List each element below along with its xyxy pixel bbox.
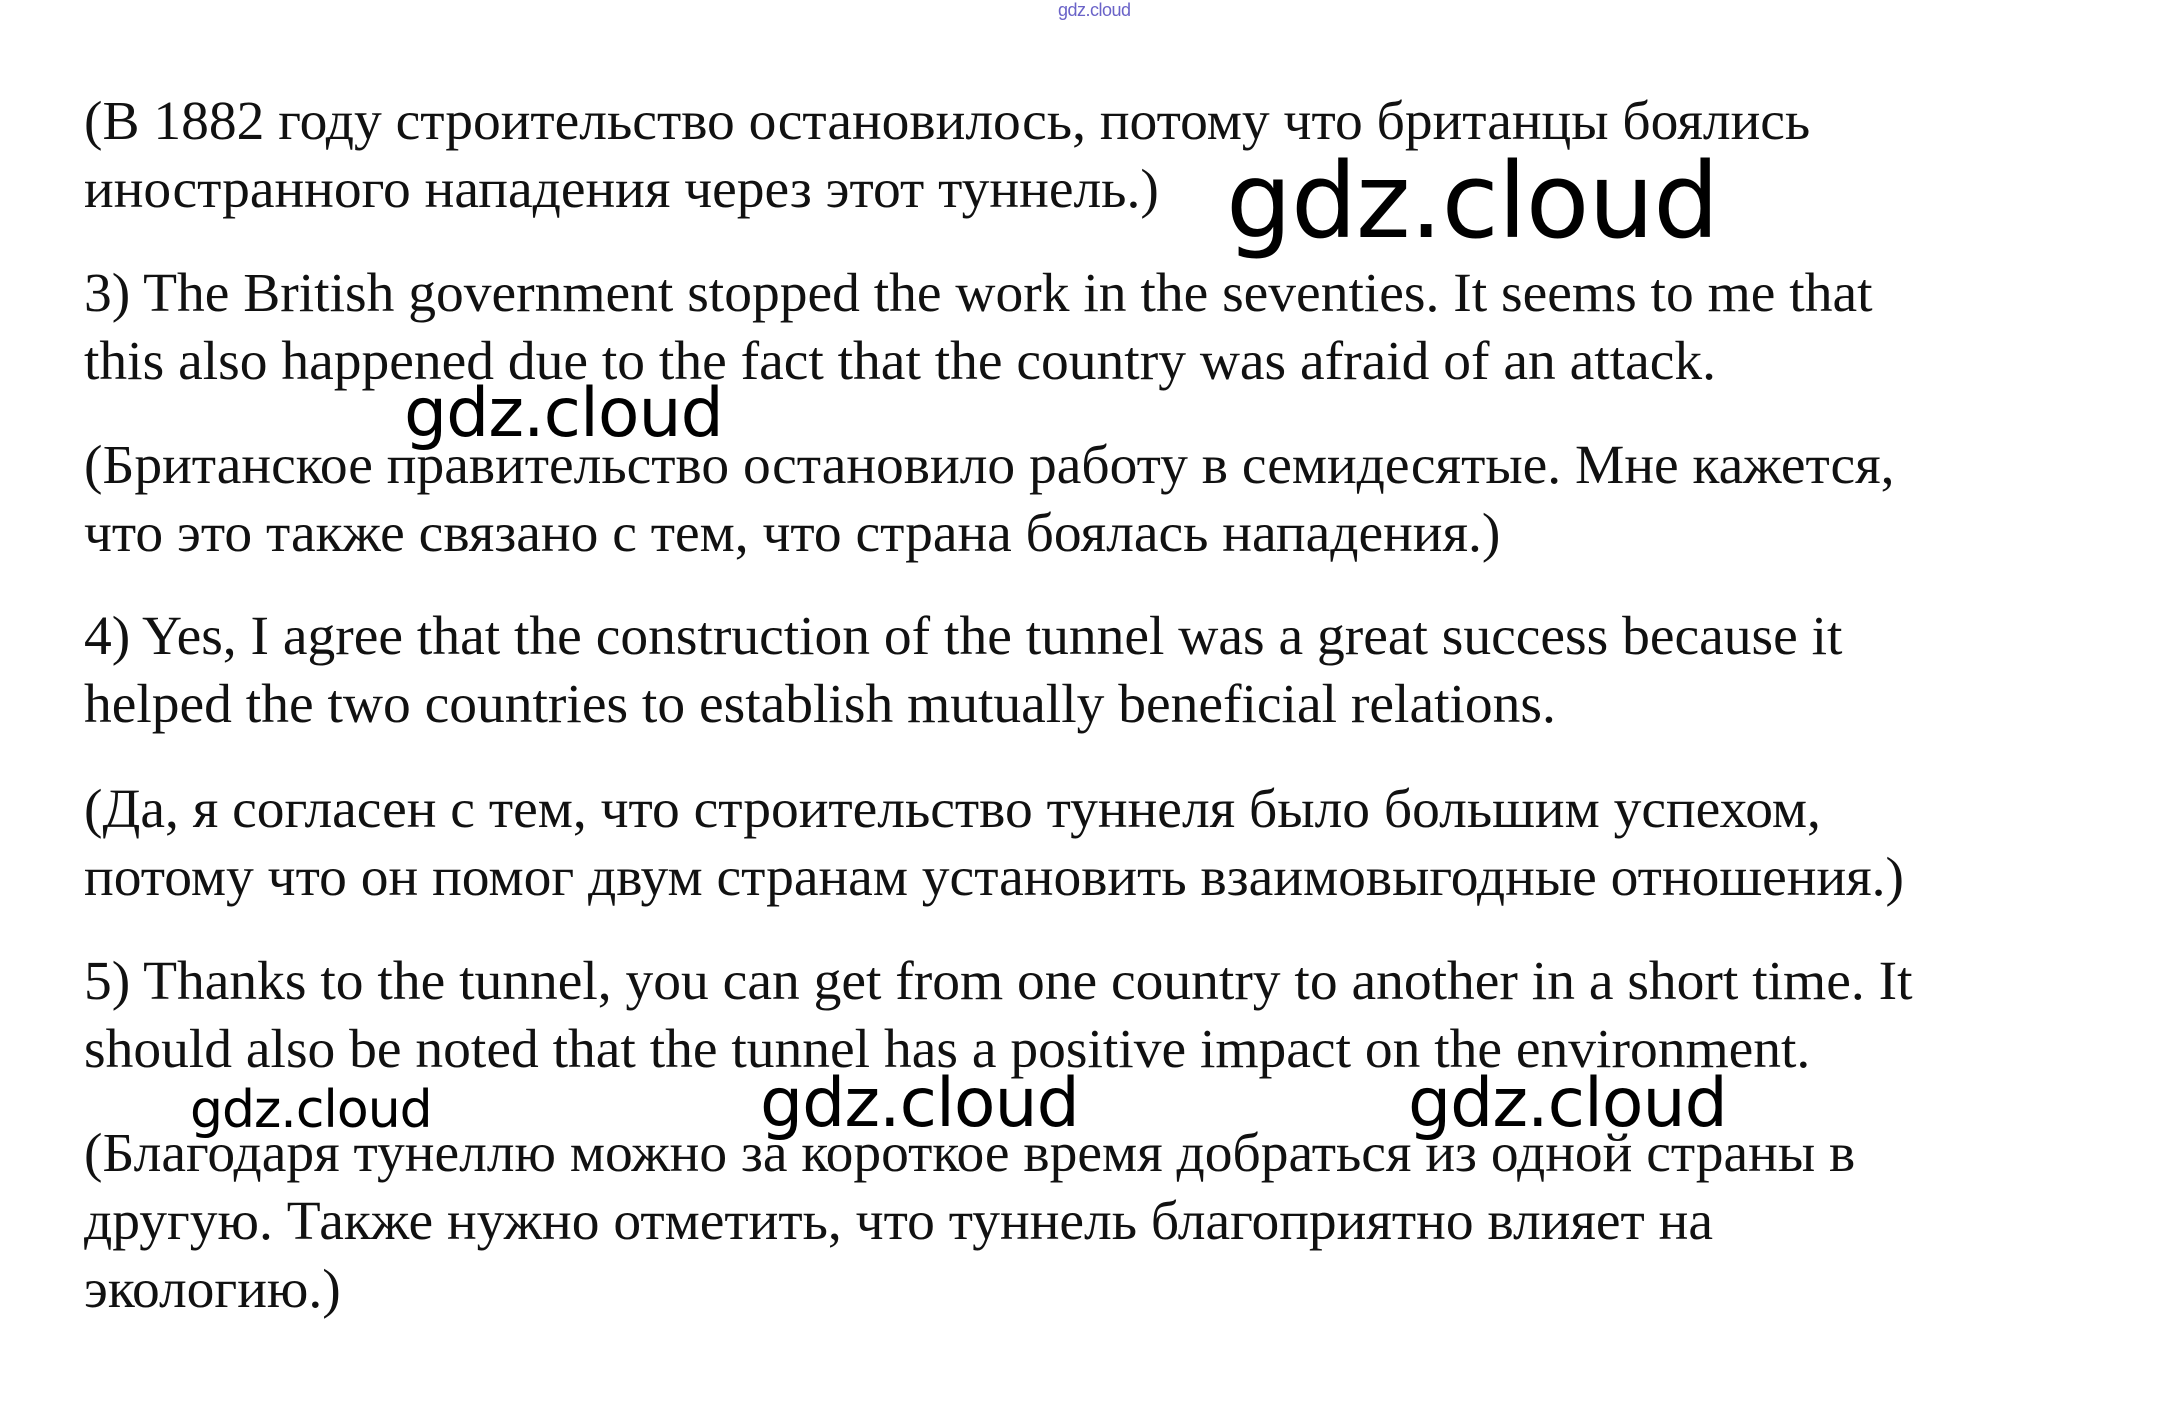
text-line: (Благодаря тунеллю можно за короткое время добраться из одной страны в — [84, 1123, 1856, 1184]
watermark: gdz.cloud — [404, 374, 723, 453]
paragraph-translation-3 — [84, 432, 2144, 568]
paragraph-translation-2 — [84, 88, 2144, 224]
paragraph-answer-4 — [84, 603, 2144, 739]
text-line: потому что он помог двум странам установить взаимовыгодные отношения.) — [84, 847, 1905, 908]
watermark: gdz.cloud — [760, 1064, 1079, 1143]
text-line: экологию.) — [84, 1259, 341, 1320]
text-line: (Британское правительство остановило работу в семидесятые. Мне кажется, — [84, 435, 1895, 496]
text-line: should also be noted that the tunnel has a positive impact on the environment. — [84, 1019, 1811, 1080]
text-line: иностранного нападения через этот туннель.) — [84, 159, 1159, 220]
text-line: что это также связано с тем, что страна боялась нападения.) — [84, 503, 1501, 564]
text-line: (В 1882 году строительство остановилось, потому что британцы боялись — [84, 91, 1811, 152]
paragraph-answer-5 — [84, 948, 2144, 1084]
watermark: gdz.cloud — [190, 1080, 432, 1140]
header-watermark: gdz.cloud — [1058, 0, 1131, 20]
text-line: 5) Thanks to the tunnel, you can get from one country to another in a short time. It — [84, 951, 1913, 1012]
paragraph-translation-5 — [84, 1120, 2144, 1324]
paragraph-answer-3 — [84, 260, 2144, 396]
text-line: 3) The British government stopped the work in the seventies. It seems to me that — [84, 263, 1873, 324]
text-line: другую. Также нужно отметить, что туннель благоприятно влияет на — [84, 1191, 1713, 1252]
watermark: gdz.cloud — [1408, 1064, 1727, 1143]
text-line: helped the two countries to establish mutually beneficial relations. — [84, 674, 1556, 735]
text-line: (Да, я согласен с тем, что строительство туннеля было большим успехом, — [84, 779, 1821, 840]
paragraph-translation-4 — [84, 776, 2144, 912]
text-line: this also happened due to the fact that the country was afraid of an attack. — [84, 331, 1717, 392]
text-line: 4) Yes, I agree that the construction of the tunnel was a great success because it — [84, 606, 1843, 667]
watermark-large: gdz.cloud — [1226, 140, 1719, 262]
